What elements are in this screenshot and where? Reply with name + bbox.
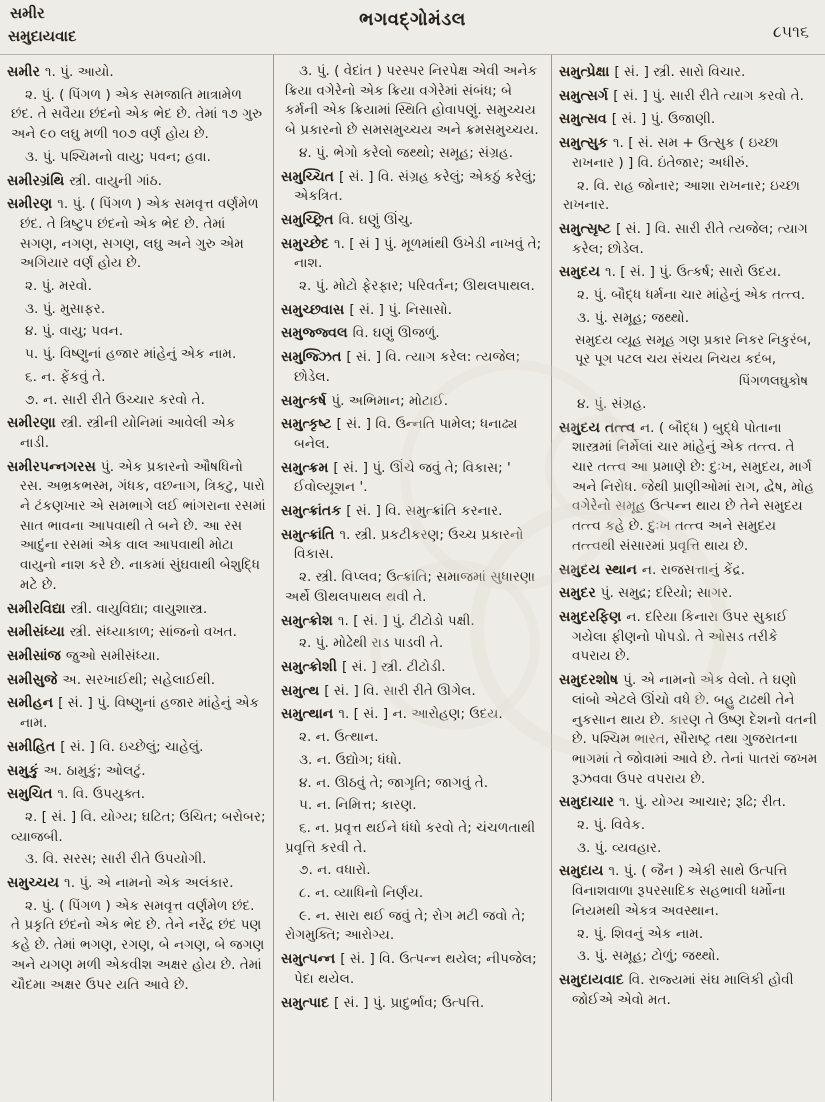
dictionary-entry: સમુત્સુક ૧. [ સં. સમ + ઉત્સુક ( ઇચ્છા રાખનાર ) ] વિ. ઇંતેજાર; અધીરું. [559, 135, 779, 171]
entry-headword: સમુત્પાદ [281, 994, 334, 1011]
dictionary-entry: સમુત્થ [ સં. ] વિ. સારી રીતે ઊગેલ. [281, 682, 476, 699]
dictionary-entry: સમુત્કર્ષ પું. અભિમાન; મોટાઈ. [281, 392, 449, 409]
dictionary-entry: સમુદાયવાદ વિ. રાજ્યમાં સંઘ માલિકી હોવી જોઈએ એવો મત. [559, 971, 794, 1008]
dictionary-entry: સમુચ્છ્વાસ [ સં. ] પું. નિસાસો. [281, 301, 452, 318]
dictionary-entry: સમુત્પાદ [ સં. ] પું. પ્રાદુર્ભાવ; ઉત્પત્તિ. [281, 994, 485, 1011]
column-2 [273, 55, 552, 1101]
entry-headword: સમુજ્ઝિત [281, 349, 347, 366]
sense-paragraph: ૭. ન. વધારો. [299, 862, 371, 879]
sense-paragraph: ૩. પું. પશ્ચિમનો વાયુ; પવન; હવા. [25, 148, 211, 165]
dictionary-entry: સમીરવિદ્યા સ્ત્રી. વાયુવિદ્યા; વાયુશાસ્ત્ર. [7, 600, 208, 617]
entry-headword: સમીહિત [7, 738, 61, 755]
entry-headword: સમુદાયવાદ [559, 971, 629, 988]
entry-headword: સમુત્પ્રેક્ષા [559, 64, 615, 80]
dictionary-entry: સમુત્પ્રેક્ષા [ સં. ] સ્ત્રી. સારો વિચાર. [559, 64, 746, 80]
dictionary-entry: સમુત્ક્રોશ ૧. [ સં. ] પું. ટીટોડો પક્ષી. [281, 612, 475, 629]
dictionary-entry: સમુદાચાર ૧. પું. યોગ્ય આચાર; રૂઢિ; રીત. [559, 794, 786, 811]
entry-headword: સમુત્સર્ગ [559, 87, 614, 104]
entry-headword: સમુત્પન્ન [281, 951, 341, 968]
dictionary-entry: સમુકું અ. ઠામુકું; ઓલટું. [7, 762, 146, 779]
sense-paragraph: ૩. વિ. સરસ; સારી રીતે ઉપયોગી. [25, 851, 207, 868]
entry-headword: સમુદય [559, 264, 605, 281]
dictionary-entry: સમુદર પું. સમુદ્ર; દરિયો; સાગર. [559, 585, 733, 602]
dictionary-entry: સમુદરશોષ પું. એ નામનો એક વેલો. તે ઘણો લાંબો એટલે ઊંચો વધે છે. બહુ ટાઢથી તેને નુકસાન થાય છે. કારણ તે ઉષ્ણ દેશનો વતની છે. પશ્ચિમ ભારત, સૌરાષ્ટ્ર તથા ગુજરાતના ભાગમાં તે જોવામાં આવે છે. તેનાં પાતરાં જખમ રૂઝવવા ઉપર વપરાય છે. [559, 672, 818, 787]
entry-headword: સમુચ્છ્રિત [281, 211, 339, 228]
sense-paragraph: ૨. ન. ઉત્થાન. [299, 729, 379, 746]
book-title: ભગવદ્ગોમંડલ [359, 9, 466, 30]
entry-headword: સમુદય તત્ત્વ [559, 419, 641, 436]
sense-paragraph: ૩. પું. સમૂહ; ટોળું; જથ્થો. [577, 948, 720, 965]
entry-headword: સમુજ્જ્વલ [281, 325, 353, 342]
sense-paragraph: ૬. ન. પ્રવૃત્ત થઈને ધંધો કરવો તે; ચંચળતાથી પ્રવૃત્તિ કરવી તે. [285, 819, 536, 856]
dictionary-entry: સમીહિત [ સં. ] વિ. ઇચ્છેલું; ચાહેલું. [7, 738, 204, 755]
attribution-paragraph: પિંગળલઘુકોષ [738, 374, 808, 390]
dictionary-entry: સમુજ્ઝિત [ સં. ] વિ. ત્યાગ કરેલ: ત્યજેલ; છોડેલ. [281, 349, 521, 385]
entry-headword: સમીરણા [7, 415, 61, 432]
entry-headword: સમીર [7, 64, 45, 80]
entry-headword: સમુત્ક્રોશી [281, 658, 342, 675]
dictionary-entry: સમુત્સવ [ સં. ] પું. ઉજાણી. [559, 111, 716, 128]
sense-paragraph: ૪. પું. ભેગો કરેલો જથ્થો; સમૂહ; સંગ્રહ. [299, 144, 514, 161]
entry-headword: સમુચ્ચય [7, 875, 65, 892]
dictionary-entry: સમુત્ક્રાંતિ ૧. સ્ત્રી. પ્રકટીકરણ; ઉચ્ચ પ્રકારનો વિકાસ. [281, 526, 524, 563]
dictionary-entry: સમુદય સ્થાન ન. રાજસત્તાનું કેંદ્ર. [559, 561, 746, 578]
dictionary-entry: સમુજ્જ્વલ વિ. ઘણું ઊજળું. [281, 325, 440, 342]
sense-paragraph: ૩. પું. ( વેદાંત ) પરસ્પર નિરપેક્ષ એવી અનેક ક્રિયા વગેરેનો એક ક્રિયા વગેરેમાં સંબંધ; બે કર્મની એક ક્રિયામાં સ્થિતિ હોવાપણું. સમુચ્ચય બે પ્રકારનો છે સમસમુચ્ચય અને ક્રમસમુચ્ચય. [285, 63, 539, 139]
entry-headword: સમુચ્ચિત [281, 168, 340, 185]
entry-headword: સમુદાચાર [559, 794, 620, 811]
dictionary-entry: સમીસંધ્યા સ્ત્રી. સંધ્યાકાળ; સાંજનો વખત. [7, 624, 237, 641]
entry-headword: સમીસંધ્યા [7, 624, 70, 641]
entry-headword: સમુકું [7, 762, 44, 779]
entry-headword: સમુદર [559, 585, 601, 602]
dictionary-entry: સમુદય ૧. [ સં. ] પું. ઉત્કર્ષ; સારો ઉદય. [559, 264, 782, 281]
sense-paragraph: ૨. પું. ( પિંગળ ) એક સમજાતિ માત્રામેળ છંદ. તે સવૈયા છંદનો એક ભેદ છે. તેમાં ૧૭ ગુરુ અને ૯૦ લઘુ મળી ૧૦૭ વર્ણ હોય છે. [11, 86, 263, 143]
page-header [0, 0, 825, 55]
sense-paragraph: ૨. [ સં. ] વિ. યોગ્ય; ઘટિત; ઉચિત; બરોબર; વ્યાજબી. [11, 808, 266, 845]
dictionary-entry: સમુદાય ૧. પું. ( જૈન ) એકી સાથે ઉત્પત્તિ વિનાશવાળા રૂપરસાદિક સહભાવી ધર્મોના નિયમથી એકત્ર અવસ્થાન. [559, 863, 788, 919]
dictionary-entry: સમીરણા સ્ત્રી. સ્ત્રીની યોનિમાં આવેલી એક નાડી. [7, 415, 236, 451]
dictionary-entry: સમીહન [ સં. ] પું. વિષ્ણુનાં હજાર માંહેનું એક નામ. [7, 695, 260, 732]
entry-headword: સમુદય સ્થાન [559, 561, 642, 578]
entry-headword: સમુત્થ [281, 682, 325, 699]
dictionary-entry: સમીરપન્નગરસ પું. એક પ્રકારનો ઔષધિનો રસ. અભ્રકભસ્મ, ગંધક, વછનાગ, ત્રિકટુ, પારો ને ટંકણખાર એ સમભાગે લઈ ભાંગરાના રસમાં સાત ભાવના આપવાથી તે બને છે. આ રસ આદુંના રસમાં એક વાલ આપવાથી મોટા વાયુનો નાશ કરે છે. નાકમાં સુંઘવાથી બેશુદ્ધિ મટે છે. [7, 458, 266, 593]
entry-headword: સમુચ્છેદ [281, 235, 334, 252]
sense-paragraph: ૫. પું. વિષ્ણુનાં હજાર માંહેનું એક નામ. [25, 346, 237, 363]
entry-headword: સમુત્સુક [559, 135, 613, 152]
column-1 [0, 55, 273, 1101]
entry-headword: સમુત્ક્રોશ [281, 612, 338, 629]
column-3 [552, 55, 825, 1101]
entry-headword: સમુત્થાન [281, 706, 339, 723]
dictionary-entry: સમુચ્ચિત [ સં. ] વિ. સંગ્રહ કરેલું; એકઠું કરેલું; એકત્રિત. [281, 168, 537, 205]
text-columns [0, 55, 825, 1101]
entry-headword: સમુત્ક્રાંતક [281, 503, 347, 520]
entry-headword: સમીસુજે [7, 671, 63, 688]
entry-headword: સમીરપન્નગરસ [7, 458, 101, 475]
sense-paragraph: ૨. પું. મોઢેથી રાડ પાડવી તે. [299, 635, 444, 652]
dictionary-entry: સમુદરફિણ ન. દરિયા કિનારા ઉપર સુકાઈ ગયેલા ફીણનો પોપડો. તે ઓસડ તરીકે વપરાય છે. [559, 609, 788, 665]
entry-headword: સમુદરફિણ [559, 609, 627, 625]
dictionary-entry: સમુત્ક્રાંતક [ સં. ] વિ. સમુત્ક્રાંતિ કરનાર. [281, 503, 503, 520]
sense-paragraph: ૩. પું. મુસાફર. [25, 300, 106, 317]
dictionary-entry: સમુચ્છેદ ૧. [ સં ] પું. મૂળમાંથી ઉખેડી નાખવું તે; નાશ. [281, 235, 542, 272]
dictionary-entry: સમુચિત ૧. વિ. ઉપયુક્ત. [7, 786, 146, 803]
sense-paragraph: ૨. પું. ( પિંગળ ) એક સમવૃત્ત વર્ણમેળ છંદ. તે પ્રકૃતિ છંદનો એક ભેદ છે. તેને નરેંદ્ર છંદ પણ કહે છે. તેમાં ભગણ, રગણ, બે નગણ, બે જગણ અને યગણ મળી એકવીશ અક્ષર હોય છે. તેમાં ચૌદમા અક્ષર ઉપર યતિ આવે છે. [11, 897, 265, 993]
dictionary-entry: સમુત્સર્ગ [ સં. ] પું. સારી રીતે ત્યાગ કરવો તે. [559, 87, 804, 104]
sense-paragraph: ૪. પું. વાયુ; પવન. [25, 323, 124, 340]
page-number: ૮૫૧૬ [772, 22, 809, 41]
entry-headword: સમીહન [7, 695, 59, 712]
entry-headword: સમુત્ક્રમ [281, 459, 334, 476]
verse-paragraph: સમુદય વ્યૂહ સમૂહ ગણ પ્રકાર નિકર નિકુરંબ, પૂર પૂગ પટલ ચય સંચય નિચય કદંબ, [575, 333, 812, 368]
sense-paragraph: ૨. પું. વિવેક. [577, 817, 646, 834]
sense-paragraph: ૯. ન. સારા થઈ જવું તે; રોગ મટી જવો તે; રોગમુક્તિ; આરોગ્ય. [285, 907, 526, 944]
entry-headword: સમીરવિદ્યા [7, 600, 71, 617]
entry-headword: સમીસાંજ [7, 647, 66, 664]
dictionary-entry: સમુચ્ચય ૧. પું. એ નામનો એક અલંકાર. [7, 875, 234, 892]
entry-headword: સમુત્સૃષ્ટ [559, 220, 616, 237]
dictionary-entry: સમીસુજે અ. સરખાઈથી; સહેલાઈથી. [7, 671, 216, 688]
dictionary-entry: સમુત્સૃષ્ટ [ સં. ] વિ. સારી રીતે ત્યજેલ; ત્યાગ કરેલ; છોડેલ. [559, 220, 808, 257]
entry-headword: સમીરગ્રંથિ [7, 172, 70, 189]
entry-headword: સમુદરશોષ [559, 672, 624, 689]
sense-paragraph: ૨. પું. શિવનું એક નામ. [577, 925, 704, 942]
sense-paragraph: ૪. ન. ઊઠવું તે; જાગૃતિ; જાગવું તે. [299, 774, 489, 791]
sense-paragraph: ૮. ન. વ્યાધિનો નિર્ણય. [299, 885, 424, 902]
sense-paragraph: ૩. પું. સમૂહ; જથ્થો. [577, 309, 690, 326]
dictionary-entry: સમુચ્છ્રિત વિ. ઘણું ઊંચુ. [281, 211, 414, 228]
entry-headword: સમીરણ [7, 196, 58, 213]
dictionary-entry: સમુત્પન્ન [ સં. ] વિ. ઉત્પન્ન થયેલ; નીપજેલ; પેદા થયેલ. [281, 951, 537, 987]
guide-word-top: સમીર [10, 4, 45, 22]
sense-paragraph: ૨. સ્ત્રી. વિપ્લવ; ઉત્ક્રાંતિ; સમાજમાં સુધારણા અર્થે ઊથલપાથલ થવી તે. [285, 569, 536, 605]
guide-word-bottom: સમુદાયવાદ [8, 27, 77, 45]
entry-headword: સમુત્કૃષ્ટ [281, 416, 337, 433]
entry-headword: સમુચિત [7, 786, 58, 803]
entry-headword: સમુત્કર્ષ [281, 392, 332, 409]
entry-headword: સમુદાય [559, 863, 609, 880]
sense-paragraph: ૭. ન. સારી રીતે ઉચ્ચાર કરવો તે. [25, 391, 205, 408]
sense-paragraph: ૬. ન. ફેંકવું તે. [25, 368, 106, 385]
dictionary-entry: સમુત્ક્રમ [ સં. ] પું. ઊંચે જવું તે; વિકાસ; ' ઈવોલ્યૂશન '. [281, 459, 511, 496]
dictionary-entry: સમુત્થાન ૧. [ સં. ] ન. આરોહણ; ઉદય. [281, 706, 503, 723]
entry-headword: સમુત્ક્રાંતિ [281, 526, 340, 543]
dictionary-entry: સમુદય તત્ત્વ ન. ( બૌદ્ધ ) બુદ્ધે પોતાના શાસ્ત્રમાં નિર્મેલાં ચાર માંહેનું એક તત્ત્વ. તે ચાર તત્ત્વ આ પ્રમાણે છે: દુઃખ, સમુદય, માર્ગ અને નિરોધ. જેથી પ્રાણીઓમાં રાગ, દ્વેષ, મોહ વગેરેનો સમૂહ ઉત્પન્ન થાય છે તેને સમુદય તત્ત્વ કહે છે. દુઃખ તત્ત્વ અને સમુદય તત્ત્વથી સંસારમાં પ્રવૃત્તિ થાય છે. [559, 419, 815, 554]
sense-paragraph: ૪. પું. સંગ્રહ. [577, 395, 647, 412]
dictionary-entry: સમીસાંજ જુઓ સમીસંધ્યા. [7, 647, 161, 664]
sense-paragraph: ૨. પું. મરવો. [25, 278, 92, 295]
dictionary-entry: સમીર ૧. પું. આયો. [7, 64, 114, 80]
sense-paragraph: ૩. ન. ઉદ્યોગ; ધંધો. [299, 751, 402, 768]
sense-paragraph: ૨. પું. મોટો ફેરફાર; પરિવર્તન; ઊથલપાથલ. [299, 278, 535, 295]
dictionary-entry: સમુત્કૃષ્ટ [ સં. ] વિ. ઉન્નતિ પામેલ; ધનાઢ્ય બનેલ. [281, 416, 518, 452]
sense-paragraph: ૨. વિ. રાહ જોનાર; આશા રાખનાર; ઇચ્છા રાખનાર. [563, 177, 801, 214]
sense-paragraph: ૩. પું. વ્યવહાર. [577, 839, 662, 856]
dictionary-entry: સમીરગ્રંથિ સ્ત્રી. વાયુની ગાંઠ. [7, 172, 162, 189]
sense-paragraph: ૨. પું. બૌદ્ધ ધર્મના ચાર માંહેનું એક તત્ત્વ. [577, 287, 806, 304]
entry-headword: સમુત્સવ [559, 111, 612, 128]
dictionary-entry: સમુત્ક્રોશી [ સં. ] સ્ત્રી. ટીટોડી. [281, 658, 446, 675]
entry-headword: સમુચ્છ્વાસ [281, 301, 350, 318]
sense-paragraph: ૫. ન. નિમિત્ત; કારણ. [299, 797, 417, 814]
dictionary-entry: સમીરણ ૧. પું. ( પિંગળ ) એક સમવૃત્ત વર્ણમેળ છંદ. તે ત્રિષ્ટુપ છંદનો એક ભેદ છે. તેમાં સગણ, નગણ, સગણ, લઘુ અને ગુરુ એમ અગિયાર વર્ણ હોય છે. [7, 196, 259, 272]
